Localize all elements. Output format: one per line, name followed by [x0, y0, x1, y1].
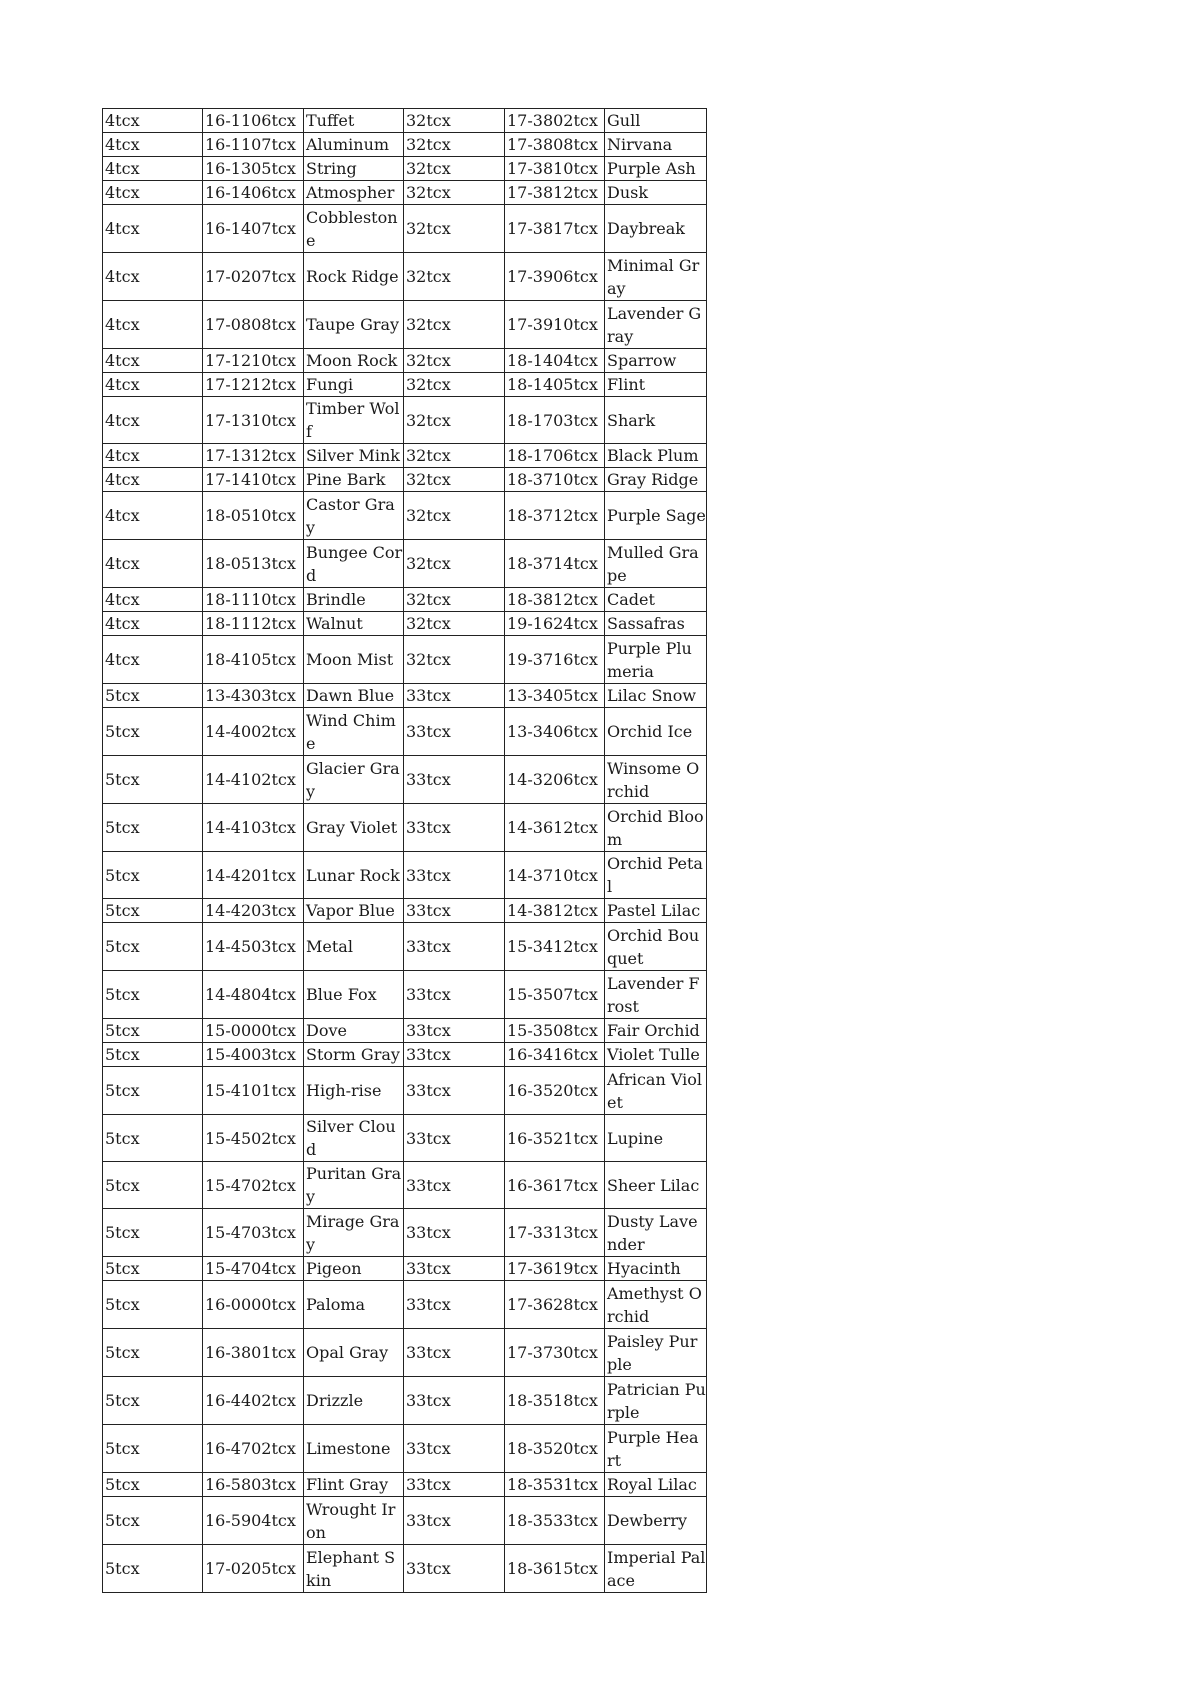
group-code-right: 33tcx — [404, 804, 505, 852]
color-name-left: Silver Mink — [304, 444, 404, 468]
group-code-right: 32tcx — [404, 181, 505, 205]
color-name-right: Gull — [605, 109, 707, 133]
color-name-right: Sheer Lilac — [605, 1162, 707, 1209]
group-code-left: 4tcx — [103, 181, 203, 205]
tcx-code-left: 15-4502tcx — [203, 1115, 304, 1162]
table-row — [103, 1425, 707, 1473]
group-code-left: 4tcx — [103, 588, 203, 612]
group-code-left: 5tcx — [103, 1043, 203, 1067]
color-name-right: Orchid Bouquet — [605, 923, 707, 971]
table-row — [103, 1281, 707, 1329]
tcx-code-right: 17-3812tcx — [505, 181, 605, 205]
tcx-code-left: 18-4105tcx — [203, 636, 304, 684]
group-code-right: 33tcx — [404, 708, 505, 756]
group-code-left: 4tcx — [103, 397, 203, 444]
tcx-code-left: 15-4704tcx — [203, 1257, 304, 1281]
tcx-code-left: 16-1406tcx — [203, 181, 304, 205]
group-code-right: 32tcx — [404, 253, 505, 301]
table-row — [103, 1067, 707, 1115]
tcx-code-right: 18-1703tcx — [505, 397, 605, 444]
group-code-right: 32tcx — [404, 397, 505, 444]
group-code-right: 33tcx — [404, 1497, 505, 1545]
group-code-left: 5tcx — [103, 1115, 203, 1162]
color-name-right: Paisley Purple — [605, 1329, 707, 1377]
group-code-left: 5tcx — [103, 1209, 203, 1257]
color-name-right: Orchid Bloom — [605, 804, 707, 852]
group-code-left: 5tcx — [103, 1329, 203, 1377]
tcx-code-right: 18-3712tcx — [505, 492, 605, 540]
tcx-code-right: 18-3518tcx — [505, 1377, 605, 1425]
color-name-right: Amethyst Orchid — [605, 1281, 707, 1329]
color-name-left: Rock Ridge — [304, 253, 404, 301]
group-code-left: 5tcx — [103, 708, 203, 756]
tcx-code-right: 18-3531tcx — [505, 1473, 605, 1497]
tcx-code-right: 18-3533tcx — [505, 1497, 605, 1545]
group-code-right: 32tcx — [404, 612, 505, 636]
color-name-right: Hyacinth — [605, 1257, 707, 1281]
table-row — [103, 205, 707, 253]
group-code-left: 5tcx — [103, 1377, 203, 1425]
group-code-left: 5tcx — [103, 1473, 203, 1497]
table-row — [103, 492, 707, 540]
group-code-right: 33tcx — [404, 971, 505, 1019]
color-name-left: Mirage Gray — [304, 1209, 404, 1257]
tcx-code-right: 15-3412tcx — [505, 923, 605, 971]
tcx-code-right: 14-3206tcx — [505, 756, 605, 804]
group-code-right: 33tcx — [404, 1473, 505, 1497]
tcx-code-left: 16-0000tcx — [203, 1281, 304, 1329]
color-name-left: Timber Wolf — [304, 397, 404, 444]
group-code-left: 5tcx — [103, 923, 203, 971]
color-name-left: String — [304, 157, 404, 181]
group-code-left: 4tcx — [103, 444, 203, 468]
tcx-code-right: 18-3710tcx — [505, 468, 605, 492]
tcx-code-left: 15-4003tcx — [203, 1043, 304, 1067]
color-name-left: Flint Gray — [304, 1473, 404, 1497]
group-code-left: 4tcx — [103, 636, 203, 684]
tcx-code-right: 18-1405tcx — [505, 373, 605, 397]
color-name-right: Shark — [605, 397, 707, 444]
color-name-right: Dewberry — [605, 1497, 707, 1545]
tcx-code-left: 18-0513tcx — [203, 540, 304, 588]
table-row — [103, 852, 707, 899]
table-row — [103, 708, 707, 756]
group-code-right: 33tcx — [404, 1019, 505, 1043]
tcx-code-right: 18-1706tcx — [505, 444, 605, 468]
group-code-left: 4tcx — [103, 157, 203, 181]
group-code-right: 32tcx — [404, 301, 505, 349]
table-row — [103, 1377, 707, 1425]
tcx-code-left: 18-1110tcx — [203, 588, 304, 612]
group-code-left: 5tcx — [103, 971, 203, 1019]
color-name-right: Purple Heart — [605, 1425, 707, 1473]
tcx-code-left: 14-4201tcx — [203, 852, 304, 899]
tcx-code-left: 17-0207tcx — [203, 253, 304, 301]
color-name-left: Silver Cloud — [304, 1115, 404, 1162]
color-name-right: Orchid Petal — [605, 852, 707, 899]
table-row — [103, 133, 707, 157]
color-name-right: Fair Orchid — [605, 1019, 707, 1043]
tcx-code-right: 16-3520tcx — [505, 1067, 605, 1115]
color-name-left: Storm Gray — [304, 1043, 404, 1067]
tcx-code-left: 17-1210tcx — [203, 349, 304, 373]
table-row — [103, 253, 707, 301]
tcx-code-left: 18-0510tcx — [203, 492, 304, 540]
color-name-right: Patrician Purple — [605, 1377, 707, 1425]
table-row — [103, 1162, 707, 1209]
group-code-left: 4tcx — [103, 612, 203, 636]
color-name-right: Mulled Grape — [605, 540, 707, 588]
color-name-right: Cadet — [605, 588, 707, 612]
tcx-code-right: 17-3817tcx — [505, 205, 605, 253]
group-code-left: 5tcx — [103, 1545, 203, 1593]
group-code-left: 4tcx — [103, 349, 203, 373]
color-name-right: Purple Plumeria — [605, 636, 707, 684]
group-code-right: 33tcx — [404, 852, 505, 899]
tcx-code-right: 14-3812tcx — [505, 899, 605, 923]
table-row — [103, 971, 707, 1019]
tcx-code-right: 13-3406tcx — [505, 708, 605, 756]
tcx-code-right: 17-3906tcx — [505, 253, 605, 301]
group-code-right: 33tcx — [404, 1162, 505, 1209]
table-row — [103, 109, 707, 133]
color-name-left: Castor Gray — [304, 492, 404, 540]
tcx-code-left: 16-1305tcx — [203, 157, 304, 181]
color-name-left: Dawn Blue — [304, 684, 404, 708]
color-name-right: Flint — [605, 373, 707, 397]
table-row — [103, 756, 707, 804]
tcx-code-left: 15-4703tcx — [203, 1209, 304, 1257]
color-name-right: Dusty Lavender — [605, 1209, 707, 1257]
tcx-code-left: 18-1112tcx — [203, 612, 304, 636]
group-code-left: 4tcx — [103, 540, 203, 588]
tcx-code-right: 17-3810tcx — [505, 157, 605, 181]
tcx-code-left: 16-4702tcx — [203, 1425, 304, 1473]
color-name-right: Nirvana — [605, 133, 707, 157]
tcx-code-left: 17-1312tcx — [203, 444, 304, 468]
tcx-code-right: 17-3910tcx — [505, 301, 605, 349]
color-name-right: Gray Ridge — [605, 468, 707, 492]
group-code-right: 32tcx — [404, 468, 505, 492]
tcx-code-right: 15-3508tcx — [505, 1019, 605, 1043]
group-code-left: 4tcx — [103, 253, 203, 301]
table-row — [103, 1043, 707, 1067]
tcx-code-left: 17-0808tcx — [203, 301, 304, 349]
color-name-left: Wrought Iron — [304, 1497, 404, 1545]
group-code-right: 33tcx — [404, 1281, 505, 1329]
tcx-code-right: 18-3714tcx — [505, 540, 605, 588]
tcx-code-left: 15-0000tcx — [203, 1019, 304, 1043]
table-row — [103, 157, 707, 181]
group-code-right: 32tcx — [404, 444, 505, 468]
table-row — [103, 181, 707, 205]
tcx-code-right: 18-3812tcx — [505, 588, 605, 612]
table-row — [103, 612, 707, 636]
color-name-right: Dusk — [605, 181, 707, 205]
tcx-code-left: 17-1410tcx — [203, 468, 304, 492]
color-name-left: Brindle — [304, 588, 404, 612]
group-code-left: 5tcx — [103, 852, 203, 899]
tcx-code-right: 17-3730tcx — [505, 1329, 605, 1377]
tcx-code-right: 19-3716tcx — [505, 636, 605, 684]
color-name-right: Violet Tulle — [605, 1043, 707, 1067]
color-name-right: Daybreak — [605, 205, 707, 253]
group-code-left: 5tcx — [103, 1257, 203, 1281]
tcx-code-left: 16-1407tcx — [203, 205, 304, 253]
color-name-right: Lavender Gray — [605, 301, 707, 349]
table-row — [103, 349, 707, 373]
tcx-code-right: 17-3808tcx — [505, 133, 605, 157]
tcx-code-left: 14-4804tcx — [203, 971, 304, 1019]
table-row — [103, 1473, 707, 1497]
color-name-left: Fungi — [304, 373, 404, 397]
color-name-left: Cobbleston e — [304, 205, 404, 253]
group-code-right: 33tcx — [404, 1209, 505, 1257]
group-code-right: 33tcx — [404, 1067, 505, 1115]
color-name-right: Sassafras — [605, 612, 707, 636]
group-code-right: 33tcx — [404, 684, 505, 708]
group-code-right: 33tcx — [404, 1257, 505, 1281]
color-name-right: Imperial Palace — [605, 1545, 707, 1593]
color-name-right: Pastel Lilac — [605, 899, 707, 923]
table-row — [103, 1209, 707, 1257]
color-name-left: Paloma — [304, 1281, 404, 1329]
group-code-left: 5tcx — [103, 1162, 203, 1209]
color-name-right: Lilac Snow — [605, 684, 707, 708]
group-code-right: 32tcx — [404, 636, 505, 684]
group-code-right: 32tcx — [404, 540, 505, 588]
color-name-left: High-rise — [304, 1067, 404, 1115]
tcx-code-right: 13-3405tcx — [505, 684, 605, 708]
tcx-code-left: 16-5803tcx — [203, 1473, 304, 1497]
color-name-right: Minimal Gray — [605, 253, 707, 301]
group-code-left: 5tcx — [103, 804, 203, 852]
tcx-code-right: 17-3313tcx — [505, 1209, 605, 1257]
color-name-left: Glacier Gray — [304, 756, 404, 804]
color-name-right: Winsome Orchid — [605, 756, 707, 804]
tcx-code-left: 17-1212tcx — [203, 373, 304, 397]
group-code-right: 32tcx — [404, 157, 505, 181]
tcx-code-right: 17-3628tcx — [505, 1281, 605, 1329]
group-code-right: 32tcx — [404, 373, 505, 397]
color-name-right: Lupine — [605, 1115, 707, 1162]
table-row — [103, 899, 707, 923]
tcx-code-right: 18-3615tcx — [505, 1545, 605, 1593]
color-name-right: Lavender Frost — [605, 971, 707, 1019]
color-name-left: Metal — [304, 923, 404, 971]
tcx-code-left: 14-4102tcx — [203, 756, 304, 804]
group-code-right: 33tcx — [404, 923, 505, 971]
color-name-left: Walnut — [304, 612, 404, 636]
color-name-left: Bungee Cord — [304, 540, 404, 588]
tcx-code-left: 14-4002tcx — [203, 708, 304, 756]
color-name-left: Dove — [304, 1019, 404, 1043]
group-code-right: 32tcx — [404, 588, 505, 612]
group-code-right: 33tcx — [404, 1043, 505, 1067]
table-row — [103, 1497, 707, 1545]
color-name-left: Moon Mist — [304, 636, 404, 684]
group-code-left: 5tcx — [103, 1019, 203, 1043]
color-name-right: Royal Lilac — [605, 1473, 707, 1497]
tcx-code-left: 17-1310tcx — [203, 397, 304, 444]
tcx-code-left: 14-4503tcx — [203, 923, 304, 971]
group-code-right: 32tcx — [404, 349, 505, 373]
group-code-right: 33tcx — [404, 1377, 505, 1425]
color-code-table — [102, 108, 707, 1593]
table-row — [103, 1115, 707, 1162]
color-name-right: Black Plum — [605, 444, 707, 468]
color-name-left: Vapor Blue — [304, 899, 404, 923]
table-row — [103, 1545, 707, 1593]
tcx-code-right: 14-3710tcx — [505, 852, 605, 899]
tcx-code-right: 16-3416tcx — [505, 1043, 605, 1067]
group-code-left: 4tcx — [103, 468, 203, 492]
tcx-code-left: 16-1107tcx — [203, 133, 304, 157]
color-name-left: Puritan Gray — [304, 1162, 404, 1209]
color-name-left: Tuffet — [304, 109, 404, 133]
group-code-right: 32tcx — [404, 205, 505, 253]
group-code-right: 32tcx — [404, 492, 505, 540]
tcx-code-left: 16-3801tcx — [203, 1329, 304, 1377]
table-row — [103, 684, 707, 708]
tcx-code-left: 16-5904tcx — [203, 1497, 304, 1545]
color-name-right: Orchid Ice — [605, 708, 707, 756]
tcx-code-left: 13-4303tcx — [203, 684, 304, 708]
group-code-left: 5tcx — [103, 756, 203, 804]
group-code-left: 5tcx — [103, 1497, 203, 1545]
tcx-code-right: 18-3520tcx — [505, 1425, 605, 1473]
group-code-left: 4tcx — [103, 109, 203, 133]
tcx-code-left: 15-4101tcx — [203, 1067, 304, 1115]
group-code-right: 32tcx — [404, 133, 505, 157]
group-code-left: 4tcx — [103, 373, 203, 397]
group-code-right: 33tcx — [404, 1545, 505, 1593]
tcx-code-right: 17-3802tcx — [505, 109, 605, 133]
group-code-right: 33tcx — [404, 899, 505, 923]
color-name-left: Atmospher — [304, 181, 404, 205]
color-name-left: Gray Violet — [304, 804, 404, 852]
color-name-right: Purple Sage — [605, 492, 707, 540]
table-row — [103, 540, 707, 588]
color-name-left: Aluminum — [304, 133, 404, 157]
group-code-left: 4tcx — [103, 301, 203, 349]
color-name-left: Pine Bark — [304, 468, 404, 492]
color-name-left: Drizzle — [304, 1377, 404, 1425]
group-code-left: 4tcx — [103, 492, 203, 540]
color-name-left: Wind Chime — [304, 708, 404, 756]
table-row — [103, 1329, 707, 1377]
tcx-code-left: 16-1106tcx — [203, 109, 304, 133]
group-code-left: 4tcx — [103, 205, 203, 253]
tcx-code-right: 16-3521tcx — [505, 1115, 605, 1162]
group-code-right: 33tcx — [404, 1115, 505, 1162]
tcx-code-left: 16-4402tcx — [203, 1377, 304, 1425]
color-name-left: Taupe Gray — [304, 301, 404, 349]
color-name-right: Sparrow — [605, 349, 707, 373]
group-code-left: 5tcx — [103, 1281, 203, 1329]
tcx-code-right: 16-3617tcx — [505, 1162, 605, 1209]
table-row — [103, 804, 707, 852]
group-code-right: 33tcx — [404, 1425, 505, 1473]
color-name-left: Pigeon — [304, 1257, 404, 1281]
table-row — [103, 397, 707, 444]
table-body — [103, 109, 707, 1593]
tcx-code-left: 14-4203tcx — [203, 899, 304, 923]
color-name-left: Limestone — [304, 1425, 404, 1473]
table-row — [103, 1019, 707, 1043]
table-row — [103, 373, 707, 397]
table-row — [103, 588, 707, 612]
group-code-left: 4tcx — [103, 133, 203, 157]
tcx-code-left: 15-4702tcx — [203, 1162, 304, 1209]
color-name-left: Lunar Rock — [304, 852, 404, 899]
color-name-left: Opal Gray — [304, 1329, 404, 1377]
group-code-left: 5tcx — [103, 1067, 203, 1115]
table-row — [103, 444, 707, 468]
tcx-code-right: 15-3507tcx — [505, 971, 605, 1019]
color-name-left: Moon Rock — [304, 349, 404, 373]
table-row — [103, 301, 707, 349]
group-code-left: 5tcx — [103, 1425, 203, 1473]
tcx-code-right: 14-3612tcx — [505, 804, 605, 852]
table-row — [103, 1257, 707, 1281]
table-row — [103, 468, 707, 492]
color-name-left: Elephant Skin — [304, 1545, 404, 1593]
table-row — [103, 923, 707, 971]
color-name-right: African Violet — [605, 1067, 707, 1115]
tcx-code-right: 19-1624tcx — [505, 612, 605, 636]
group-code-left: 5tcx — [103, 899, 203, 923]
tcx-code-right: 18-1404tcx — [505, 349, 605, 373]
group-code-left: 5tcx — [103, 684, 203, 708]
group-code-right: 33tcx — [404, 1329, 505, 1377]
tcx-code-left: 14-4103tcx — [203, 804, 304, 852]
tcx-code-right: 17-3619tcx — [505, 1257, 605, 1281]
group-code-right: 32tcx — [404, 109, 505, 133]
group-code-right: 33tcx — [404, 756, 505, 804]
table-row — [103, 636, 707, 684]
color-name-right: Purple Ash — [605, 157, 707, 181]
tcx-code-left: 17-0205tcx — [203, 1545, 304, 1593]
color-name-left: Blue Fox — [304, 971, 404, 1019]
